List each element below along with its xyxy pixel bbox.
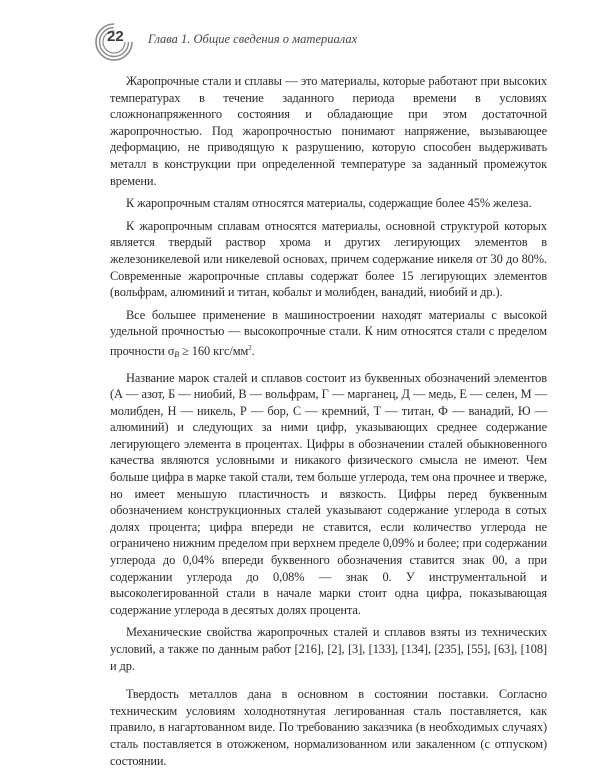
page-header: [94, 22, 554, 62]
paragraph-grade-naming: Название марок сталей и сплавов состоит из буквенных обозначений элементов (А — азот, Б — ниобий, В — вольфрам, Г — марганец, Д — медь, Е — селен, М — молибден, Н — никель, Р — бор, С — кремний, Т — титан, Ф — ванадий, Ю — алюминий) и следующих за ними цифр, указывающих среднее содержание легирующего элемента в процентах. Цифры в обозначении сталей обыкновенного качества являются условными и никакого физического смысла не имеют. Чем больше цифра в марке такой стали, тем больше углерода, тем она прочнее и тверже, но имеет меньшую пластичность и вязкость. Цифры перед буквенным обозначением конструкционных сталей указывают содержание углерода в сотых долях процента; цифра впереди не ставится, если количество углерода не ограничено нижним пределом при верхнем пределе 0,09% и более; при содержании углерода до 0,04% впереди буквенного обозначения ставится знак 00, а при содержании углерода до 0,08% — знак 0. У инструментальной и высоколегированной стали в начале марки стоит одна цифра, показывающая содержание углерода в десятых долях процента.: [110, 370, 547, 617]
units-superscript: 2: [248, 343, 252, 352]
page-body: [110, 73, 547, 775]
paragraph-heat-resistant-definition: Жаропрочные стали и сплавы — это материалы, которые работают при высоких температурах в течение заданного периода времени в условиях сложнонапряженного состояния и обладающие при этом достаточной жаропрочностью. Под жаропрочностью понимают напряжение, вызывающее деформацию, не приводящую к разрушению, которую способен выдерживать металл в конструкции при определенной температуре за заданный промежуток времени.: [110, 74, 547, 188]
page-number: 22: [107, 28, 124, 45]
paragraph-high-strength-text: Все большее применение в машиностроении находят материалы с высокой удельной прочностью — высокопрочные стали. К ним относятся стали с пределом прочности σ: [110, 307, 547, 358]
chapter-running-title: Глава 1. Общие сведения о материалах: [148, 32, 358, 46]
paragraph-mechanical-properties: Механические свойства жаропрочных сталей и сплавов взяты из технических условий, а также по данным работ [216], [2], [3], [133], [134], [235], [55], [63], [108] и др.: [110, 625, 547, 673]
sigma-subscript: В: [174, 349, 180, 359]
paragraph-heat-resistant-alloys: К жаропрочным сплавам относятся материалы, основной структурой которых является твердый раствор хрома и других легирующих элементов в железоникелевой или никелевой основах, причем содержание никеля от 30 до 80%. Современные жаропрочные сплавы содержат более 15 легирующих элементов (вольфрам, алюминий и титан, кобальт и молибден, ванадий, ниобий и др.).: [110, 218, 547, 300]
strength-limit-value: ≥ 160 кгс/мм: [179, 343, 249, 358]
paragraph-heat-resistant-steels: К жаропрочным сталям относятся материалы, содержащие более 45% железа.: [126, 196, 532, 211]
paragraph-high-strength-steels: [110, 307, 547, 364]
paragraph-hardness: Твердость металлов дана в основном в состоянии поставки. Согласно техническим условиям холоднотянутая легированная сталь поставляется, как правило, в нагартованном виде. По требованию заказчика (в необходимых случаях) сталь поставляется в отожженом, нормализованном или закаленном (с отпуском) состоянии.: [110, 687, 547, 768]
paragraph-high-strength-end: .: [251, 343, 255, 358]
